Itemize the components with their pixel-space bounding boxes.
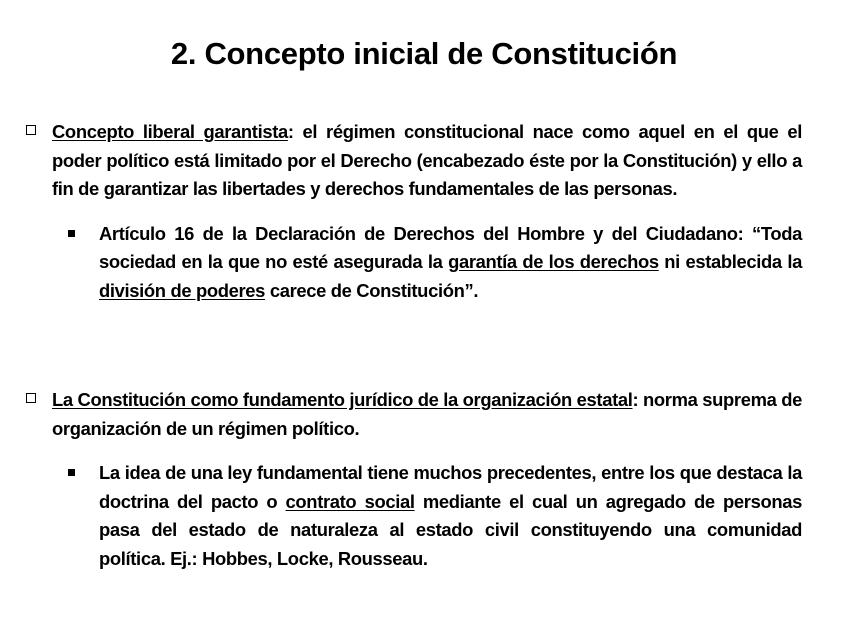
underlined-term: garantía de los derechos xyxy=(448,251,659,272)
underlined-term: La Constitución como fundamento jurídico de la organización estatal xyxy=(52,389,633,410)
bullet-section-liberal-concept xyxy=(26,118,802,305)
checkbox-bullet-icon xyxy=(26,125,36,135)
level1-bullet-item xyxy=(26,386,802,443)
square-bullet-icon xyxy=(68,230,75,237)
level1-bullet-item xyxy=(26,118,802,204)
bullet-body-text: carece de Constitución”. xyxy=(265,279,479,301)
checkbox-bullet-icon xyxy=(26,393,36,403)
bullet-body-text: La idea de una ley fundamental tiene muchos precedentes, entre los que destaca la doctrina del pacto o xyxy=(99,462,802,512)
level2-bullet-text xyxy=(99,459,802,573)
slide-title: 2. Concepto inicial de Constitución xyxy=(170,36,678,71)
bullet-body-text: ni establecida la xyxy=(658,251,802,272)
bullet-body-text: mediante el cual un agregado de personas pasa del estado de naturaleza al estado civil constituyendo una comunidad política. Ej.: Hobbes, Locke, Rousseau. xyxy=(99,490,802,569)
level2-bullet-item xyxy=(68,459,802,573)
underlined-term: Concepto liberal garantista xyxy=(52,121,288,142)
level1-bullet-text xyxy=(52,386,802,443)
bullet-body-text: : el régimen constitucional nace como aquel en el que el poder político está limitado por el Derecho (encabezado éste por la Constitución) y ello a fin de garantizar las libertades y derechos fundamentales de las personas. xyxy=(52,121,802,199)
level2-bullet-item xyxy=(68,220,802,306)
bullet-body-text: Artículo 16 de la Declaración de Derechos del Hombre y del Ciudadano: “Toda sociedad en la que no esté asegurada la xyxy=(99,222,802,272)
bullet-body-text: : norma suprema de organización de un régimen político. xyxy=(52,389,802,439)
bullet-section-legal-foundation xyxy=(26,386,802,573)
underlined-term: división de poderes xyxy=(99,279,266,301)
level2-bullet-text xyxy=(99,220,802,306)
square-bullet-icon xyxy=(68,469,75,476)
underlined-term: contrato social xyxy=(285,490,415,512)
level1-bullet-text xyxy=(52,118,802,204)
